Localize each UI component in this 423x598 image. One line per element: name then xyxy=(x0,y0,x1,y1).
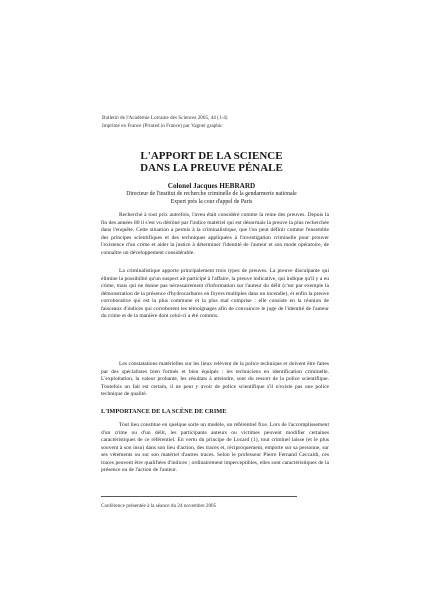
paragraph-observations xyxy=(101,361,329,399)
article-title-line-2: DANS LA PREUVE PÉNALE xyxy=(140,162,283,174)
footnote: Conférence présentée à la séance du 24 novembre 2005 xyxy=(101,503,217,509)
footnote-divider xyxy=(101,496,297,497)
paragraph-text: Tout lieu constitue en quelque sorte un modèle, un référentiel fixe. Lors de l'accomplissement d'un crime ou d'un délit, les participants auteurs ou victimes peuvent modifier certaines caractéristiques de ce référentiel. En vertu du principe de Locard (1), tout criminel laisse (et le plus souvent à son insu) dans son lieu d'action, des traces et, réciproquement, emporte sur sa personne, sur ses vêtements ou sur son matériel d'autres traces. Selon le professeur Pierre Fernand Ceccaldi, ces traces peuvent être qualifiées d'indices ; ordinairement imperceptibles, elles sont caractéristiques de la présence ou de l'action de l'auteur. xyxy=(101,422,329,473)
author-name: Colonel Jacques HEBRARD xyxy=(167,182,256,190)
journal-header xyxy=(102,115,342,130)
author-affiliation: Expert près la cour d'appel de Paris xyxy=(170,199,253,205)
article-title-line-1: L'APPORT DE LA SCIENCE xyxy=(140,150,283,162)
paragraph-evidence-types xyxy=(101,268,329,321)
paragraph-text: Les constatations matérielles sur les lieux relèvent de la police technique et doivent être faites par des spécialistes bien formés et bien équipés : les techniciens en identification criminelle. L'exploitation, la valeur probante, les résultats à atteindre, sont du ressort de la police scientifique. Toutefois un fait est certain, il ne peut y avoir de police scientifique s'il n'existe pas une police technique de qualité. xyxy=(101,361,329,397)
section-heading: L'IMPORTANCE DE LA SCÈNE DE CRIME xyxy=(101,408,227,415)
paragraph-text: La criminalistique apporte principalement trois types de preuves. La preuve disculpante qui élimine la possibilité qu'un suspect ait participé à l'affaire, la preuve indicative, qui indique qu'il y a eu crime, mais qui ne donne pas nécessairement d'information sur l'auteur du délit (c'est par exemple la démonstration de la présence d'hydrocarbures en foyers multiples dans un incendie), et enfin la preuve corroborative qui est la plus commune et la plus mal comprise : elle consiste en la réunion de faisceaux d'indices qui corroborent les témoignages afin de convaincre le juge de l'identité de l'auteur du crime et de la manière dont celui-ci a été commis. xyxy=(101,268,329,319)
paragraph-crime-scene xyxy=(101,422,329,475)
paragraph-intro xyxy=(101,212,329,257)
paragraph-text: Recherché à tout prix autrefois, l'aveu était considéré comme la reine des preuves. Depuis la fin des années 80 il s'est vu détrôné par l'indice matériel qui est désormais la preuve la plus recherchée dans l'enquête. Cette situation a permis à la criminalistique, que l'on peut définir comme l'ensemble des principes scientifiques et des techniques appliquées à l'investigation criminelle pour prouver l'existence d'un crime et aider la justice à déterminer l'identité de l'auteur et son mode opératoire, de connaître un développement considérable. xyxy=(101,212,329,256)
journal-header-line: Bulletin de l'Académie Lorraine des Sciences 2005, 44 (1-4) xyxy=(102,115,228,121)
printer-line: Imprimé en France (Printed in France) par Vagner graphic xyxy=(102,122,223,129)
author-role: Directeur de l'institut de recherche criminelle de la gendarmerie nationale xyxy=(126,191,297,197)
